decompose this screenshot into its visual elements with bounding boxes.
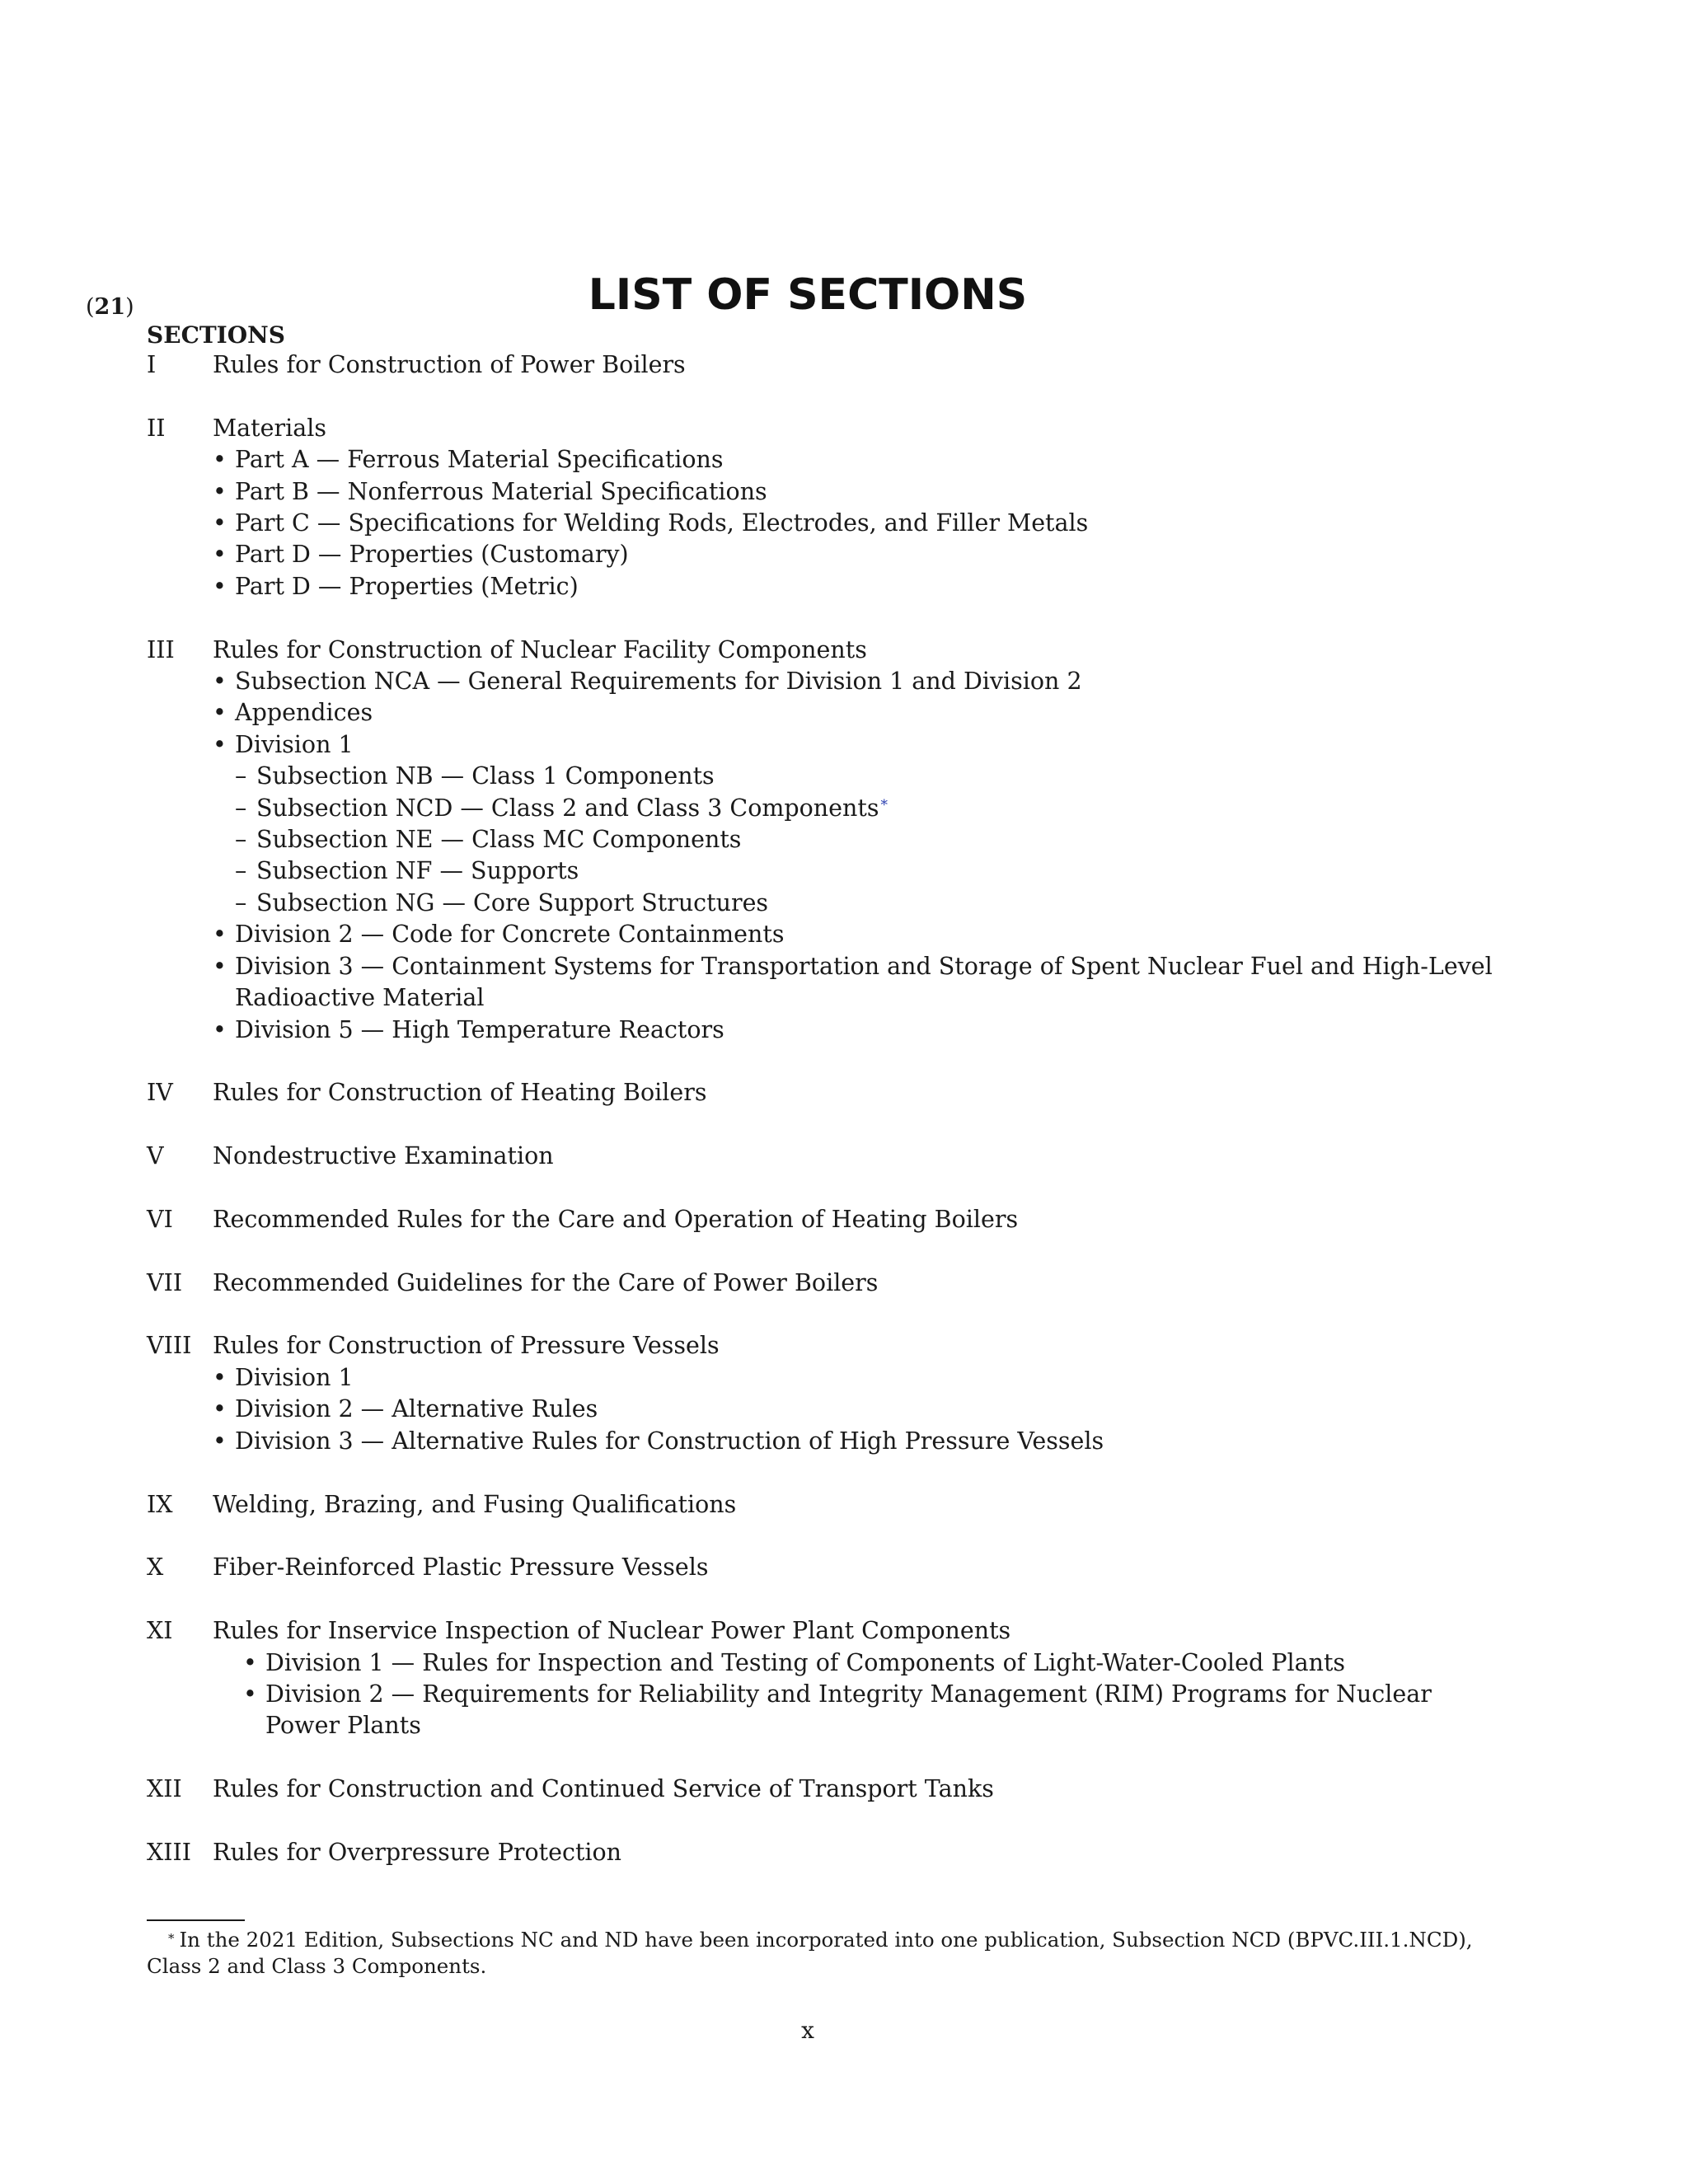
list-item <box>147 508 1498 539</box>
bullet-icon: • <box>213 446 227 474</box>
sub-list-item-text: Subsection NCD — Class 2 and Class 3 Components <box>256 794 879 822</box>
section-numeral: I <box>147 351 157 378</box>
footnote-divider <box>147 1919 245 1921</box>
sections-heading: SECTIONS <box>147 321 285 349</box>
list-item-text: Part B — Nonferrous Material Specifications <box>235 477 767 505</box>
section-vi <box>147 1204 1498 1235</box>
dash-icon: – <box>235 826 247 854</box>
revision-close-paren: ) <box>125 294 134 320</box>
list-item <box>147 919 1498 950</box>
list-item-text: Division 1 <box>235 1363 354 1391</box>
list-item <box>147 1647 1498 1679</box>
sub-list-item-text: Subsection NG — Core Support Structures <box>256 888 769 916</box>
bullet-icon: • <box>213 921 227 949</box>
section-title: Recommended Rules for the Care and Operation of Heating Boilers <box>213 1205 1019 1233</box>
list-item <box>147 1015 1498 1046</box>
revision-number: 21 <box>94 294 126 320</box>
bullet-icon: • <box>213 699 227 727</box>
section-xii <box>147 1774 1498 1805</box>
footnote-marker: * <box>168 1931 175 1946</box>
bullet-icon: • <box>213 952 227 980</box>
bullet-icon: • <box>213 1395 227 1423</box>
section-title: Rules for Construction of Pressure Vessels <box>213 1332 720 1360</box>
bullet-icon: • <box>213 1015 227 1043</box>
section-ii <box>147 413 1498 602</box>
section-numeral: XII <box>147 1775 182 1803</box>
section-numeral: II <box>147 414 166 442</box>
section-v <box>147 1141 1498 1172</box>
list-item <box>147 539 1498 570</box>
list-item-text: Division 1 <box>235 730 354 758</box>
section-xiii <box>147 1837 1498 1868</box>
revision-open-paren: ( <box>86 294 95 320</box>
list-item <box>147 1679 1498 1742</box>
list-item <box>147 1362 1498 1394</box>
list-item-text: Division 2 — Requirements for Reliability and Integrity Management (RIM) Programs for Nuclear Power Plants <box>265 1680 1432 1740</box>
list-item-text: Division 3 — Containment Systems for Transportation and Storage of Spent Nuclear Fuel and High-Level Radioactive Material <box>235 952 1493 1012</box>
list-item <box>147 697 1498 729</box>
page-number: x <box>801 2017 814 2044</box>
dash-icon: – <box>235 794 247 822</box>
section-title: Rules for Construction of Nuclear Facility Components <box>213 635 867 663</box>
section-title: Welding, Brazing, and Fusing Qualifications <box>213 1490 737 1518</box>
list-item <box>147 1394 1498 1425</box>
section-iii <box>147 635 1498 1046</box>
list-item-text: Part A — Ferrous Material Specifications <box>235 446 724 474</box>
bullet-icon: • <box>213 730 227 758</box>
section-numeral: XIII <box>147 1838 192 1866</box>
section-numeral: VIII <box>147 1332 192 1360</box>
section-title: Fiber-Reinforced Plastic Pressure Vessels <box>213 1554 709 1582</box>
sub-list-item-text: Subsection NB — Class 1 Components <box>256 762 715 790</box>
list-item-text: Division 1 — Rules for Inspection and Testing of Components of Light-Water-Cooled Plants <box>265 1648 1346 1676</box>
section-vii <box>147 1268 1498 1299</box>
dash-icon: – <box>235 888 247 916</box>
section-iv <box>147 1077 1498 1108</box>
section-title: Recommended Guidelines for the Care of Power Boilers <box>213 1268 879 1296</box>
footnote-reference[interactable]: * <box>880 796 888 813</box>
sub-list-item <box>147 761 1498 792</box>
list-item <box>147 476 1498 508</box>
bullet-icon: • <box>213 1363 227 1391</box>
bullet-icon: • <box>213 509 227 537</box>
sub-list-item <box>147 855 1498 887</box>
section-numeral: VI <box>147 1205 173 1233</box>
section-xi <box>147 1615 1498 1742</box>
section-numeral: IV <box>147 1079 173 1107</box>
sub-list-item <box>147 793 1498 824</box>
bullet-icon: • <box>213 572 227 600</box>
bullet-icon: • <box>213 668 227 696</box>
section-numeral: VII <box>147 1268 183 1296</box>
section-title: Nondestructive Examination <box>213 1142 554 1170</box>
bullet-icon: • <box>213 477 227 505</box>
list-item <box>147 1426 1498 1457</box>
section-x <box>147 1552 1498 1583</box>
section-numeral: XI <box>147 1617 173 1645</box>
list-item-text: Division 2 — Alternative Rules <box>235 1395 598 1423</box>
list-item <box>147 951 1498 1015</box>
section-title: Materials <box>213 414 326 442</box>
dash-icon: – <box>235 762 247 790</box>
list-item-text: Subsection NCA — General Requirements for Division 1 and Division 2 <box>235 668 1082 696</box>
dash-icon: – <box>235 857 247 885</box>
list-item-text: Division 5 — High Temperature Reactors <box>235 1015 724 1043</box>
section-numeral: III <box>147 635 175 663</box>
sub-list-item <box>147 824 1498 855</box>
section-title: Rules for Construction and Continued Service of Transport Tanks <box>213 1775 994 1803</box>
section-title: Rules for Inservice Inspection of Nuclear Power Plant Components <box>213 1617 1011 1645</box>
list-item-text: Appendices <box>235 699 373 727</box>
sub-list-item <box>147 888 1498 919</box>
sub-list-item-text: Subsection NF — Supports <box>256 857 579 885</box>
bullet-icon: • <box>213 1427 227 1455</box>
section-title: Rules for Construction of Power Boilers <box>213 351 686 378</box>
bullet-icon: • <box>213 541 227 569</box>
list-item <box>147 666 1498 697</box>
list-item <box>147 571 1498 602</box>
list-item-text: Division 3 — Alternative Rules for Construction of High Pressure Vessels <box>235 1427 1104 1455</box>
section-ix <box>147 1489 1498 1521</box>
list-item-text: Part D — Properties (Customary) <box>235 541 629 569</box>
sub-list-item-text: Subsection NE — Class MC Components <box>256 826 742 854</box>
list-item <box>147 444 1498 476</box>
sections-list <box>147 349 1498 1900</box>
section-viii <box>147 1330 1498 1457</box>
list-item-text: Part C — Specifications for Welding Rods, Electrodes, and Filler Metals <box>235 509 1089 537</box>
page-title: LIST OF SECTIONS <box>588 270 1028 320</box>
list-item-text: Part D — Properties (Metric) <box>235 572 579 600</box>
footnote-text: In the 2021 Edition, Subsections NC and ND have been incorporated into one publication, Subsection NCD (BPVC.III.1.NCD), Class 2 and Class 3 Components. <box>147 1928 1473 1978</box>
section-i <box>147 349 1498 381</box>
section-numeral: IX <box>147 1490 173 1518</box>
section-title: Rules for Overpressure Protection <box>213 1838 622 1866</box>
section-numeral: X <box>147 1554 164 1582</box>
footnote <box>147 1927 1474 1980</box>
list-item <box>147 729 1498 761</box>
bullet-icon: • <box>243 1648 257 1676</box>
list-item-text: Division 2 — Code for Concrete Containments <box>235 921 785 949</box>
section-numeral: V <box>147 1142 164 1170</box>
bullet-icon: • <box>243 1680 257 1708</box>
section-title: Rules for Construction of Heating Boilers <box>213 1079 707 1107</box>
